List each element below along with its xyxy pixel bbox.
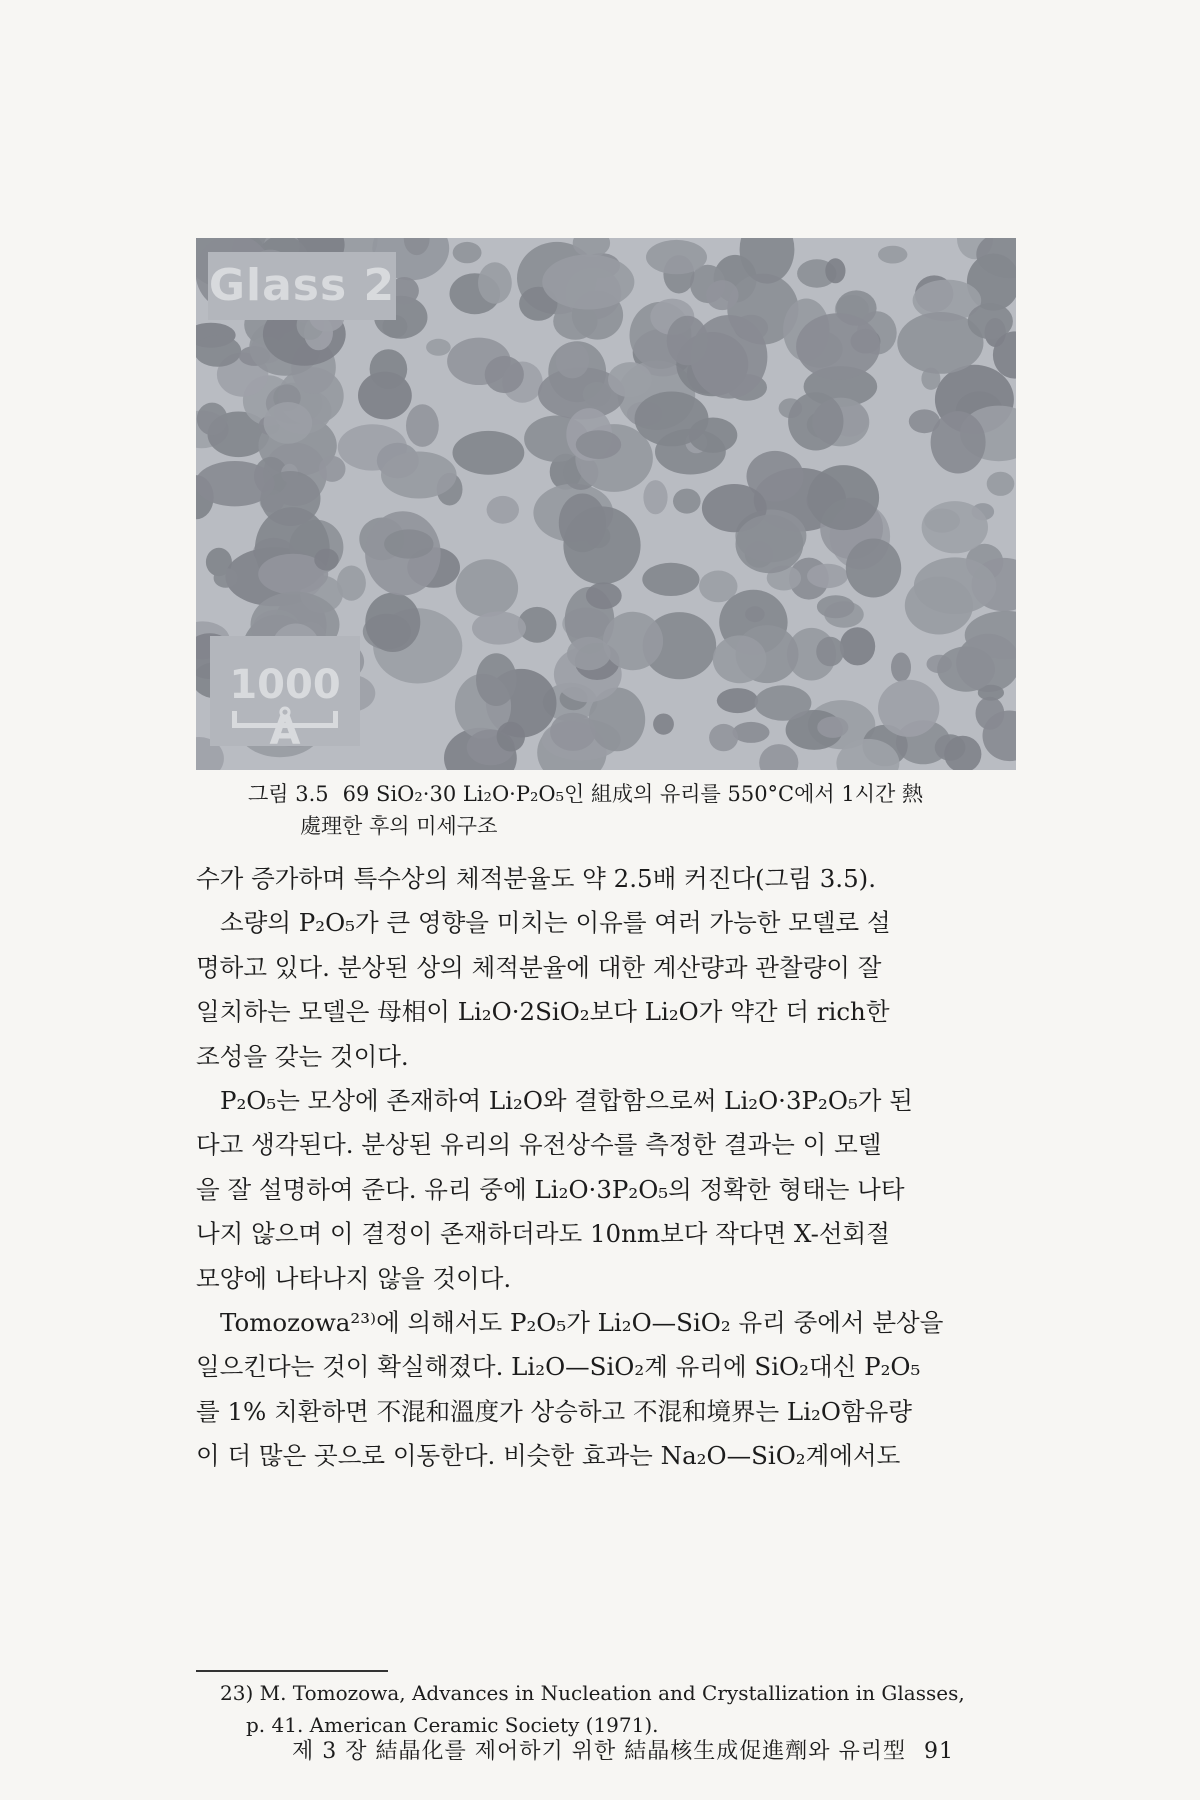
grain: [817, 595, 855, 618]
grain: [576, 430, 621, 459]
paragraph-4: [196, 1301, 1016, 1345]
text-line: 이 더 많은 곳으로 이동한다. 비슷한 효과는 Na₂O—SiO₂계에서도: [196, 1441, 901, 1471]
text-line: Tomozowa²³⁾에 의해서도 P₂O₅가 Li₂O—SiO₂ 유리 중에서 분상을: [220, 1308, 944, 1338]
grain: [319, 456, 346, 482]
text-line: 조성을 갖는 것이다.: [196, 1041, 409, 1071]
caption-line-2: 處理한 후의 미세구조: [300, 814, 498, 838]
footnote-rule: [196, 1670, 388, 1672]
scale-bar-line: [232, 711, 338, 728]
grain: [635, 392, 709, 447]
grain: [807, 564, 848, 588]
grain: [608, 362, 652, 397]
grain: [846, 539, 901, 598]
grain: [197, 403, 228, 436]
grain: [653, 714, 674, 735]
grain: [931, 411, 986, 473]
grain: [706, 280, 739, 310]
grain: [817, 717, 848, 738]
grain: [755, 685, 812, 720]
grain: [563, 506, 640, 584]
paragraph-4-cont: [196, 1345, 1016, 1478]
grain: [456, 559, 518, 617]
text-line: 일으킨다는 것이 확실해졌다. Li₂O—SiO₂계 유리에 SiO₂대신 P₂O₅: [196, 1352, 921, 1382]
grain: [365, 593, 420, 652]
text-line: 를 1% 치환하면 不混和溫度가 상승하고 不混和境界는 Li₂O함유량: [196, 1396, 912, 1426]
text-line: 다고 생각된다. 분상된 유리의 유전상수를 측정한 결과는 이 모델: [196, 1130, 882, 1160]
footnote-line-2: p. 41. American Ceramic Society (1971).: [246, 1713, 659, 1737]
grain: [314, 549, 338, 571]
grain: [567, 637, 611, 670]
grain: [485, 356, 524, 393]
grain: [370, 349, 408, 389]
grain: [796, 313, 880, 379]
grain: [426, 339, 451, 356]
caption-number: 그림 3.5: [248, 782, 329, 806]
grain: [586, 582, 622, 609]
grain: [384, 529, 433, 558]
grain: [583, 382, 611, 407]
scale-bar: [210, 636, 360, 754]
grain: [542, 255, 634, 310]
grain: [840, 627, 875, 665]
page-number: 91: [923, 1739, 954, 1764]
text-line: 나지 않으며 이 결정이 존재하더라도 10nm보다 작다면 X-선회절: [196, 1219, 890, 1249]
text-line: 일치하는 모델은 母相이 Li₂O·2SiO₂보다 Li₂O가 약간 더 rich한: [196, 997, 890, 1027]
grain: [472, 611, 526, 644]
micrograph-image: [196, 238, 1016, 770]
grain: [643, 480, 667, 514]
grain: [497, 722, 525, 752]
grain: [603, 612, 663, 670]
grain: [816, 637, 844, 667]
text-line: 소량의 P₂O₅가 큰 영향을 미치는 이유를 여러 가능한 모델로 설: [220, 908, 891, 938]
grain: [733, 722, 770, 743]
footnote: [220, 1677, 1020, 1741]
grain: [381, 452, 457, 499]
grain: [478, 262, 512, 303]
paragraph-1: [196, 857, 1016, 901]
text-line: P₂O₅는 모상에 존재하여 Li₂O와 결합함으로써 Li₂O·3P₂O₅가 된: [220, 1086, 913, 1116]
grain: [406, 404, 439, 447]
grain: [808, 465, 879, 530]
text-line: 수가 증가하며 특수상의 체적분율도 약 2.5배 커진다(그림 3.5).: [196, 864, 877, 893]
paragraph-2-cont: [196, 946, 1016, 1079]
grain: [709, 724, 738, 751]
body-text: [196, 857, 1016, 1479]
scale-bar-label: 1000 Å: [229, 662, 341, 754]
grain: [196, 335, 241, 366]
caption-line-1: [248, 782, 923, 806]
figure-caption: [248, 778, 1038, 842]
grain: [476, 653, 517, 706]
grain: [642, 563, 699, 596]
grain: [922, 501, 988, 553]
grain: [717, 688, 758, 713]
grain: [556, 342, 590, 378]
paragraph-3: [196, 1079, 1016, 1123]
grain: [550, 713, 596, 751]
grain: [453, 431, 525, 475]
grain: [825, 258, 845, 283]
grain: [646, 240, 707, 274]
grain: [667, 316, 708, 366]
text-line: 명하고 있다. 분상된 상의 체적분율에 대한 계산량과 관찰량이 잘: [196, 952, 882, 982]
grain: [713, 635, 767, 683]
footnote-line-1: 23) M. Tomozowa, Advances in Nucleation and Crystallization in Glasses,: [220, 1681, 965, 1705]
figure-label: Glass 2: [208, 252, 396, 320]
grain: [214, 568, 238, 588]
grain: [878, 680, 939, 737]
running-footer: [292, 1734, 1032, 1765]
grain: [453, 242, 482, 263]
grain: [736, 515, 804, 573]
grain: [914, 557, 996, 614]
grain: [788, 392, 843, 450]
grain: [937, 647, 995, 692]
caption-text-1: 69 SiO₂·30 Li₂O·P₂O₅인 組成의 유리를 550°C에서 1시간 熱: [342, 782, 923, 806]
grain: [264, 402, 313, 444]
paragraph-3-cont: [196, 1123, 1016, 1301]
grain: [891, 653, 911, 682]
chapter-title: 제 3 장 結晶化를 제어하기 위한 結晶核生成促進劑와 유리型: [292, 1739, 906, 1764]
grain: [487, 496, 519, 524]
paragraph-2: [196, 901, 1016, 945]
grain: [987, 472, 1015, 496]
grain: [878, 246, 907, 264]
text-line: 모양에 나타나지 않을 것이다.: [196, 1263, 512, 1293]
text-line: 을 잘 설명하여 준다. 유리 중에 Li₂O·3P₂O₅의 정확한 형태는 나타: [196, 1174, 905, 1204]
grain: [196, 461, 275, 506]
grain: [673, 489, 701, 514]
